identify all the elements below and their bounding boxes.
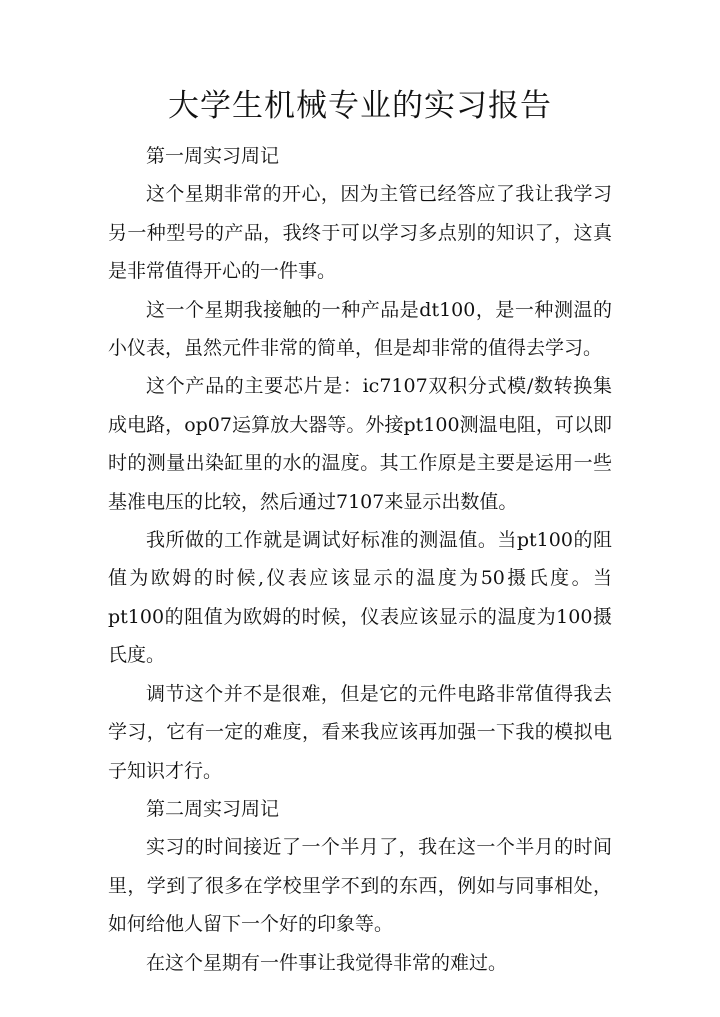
paragraph: 这个星期非常的开心，因为主管已经答应了我让我学习另一种型号的产品，我终于可以学习多点别的知识了，这真是非常值得开心的一件事。 (108, 183, 612, 283)
paragraph: 实习的时间接近了一个半月了，我在这一个半月的时间里，学到了很多在学校里学不到的东西，例如与同事相处，如何给他人留下一个好的印象等。 (108, 836, 612, 936)
section-heading-week-2: 第二周实习周记 (146, 797, 280, 820)
paragraph: 这个产品的主要芯片是：ic7107双积分式模/数转换集成电路，op07运算放大器等。外接pt100测温电阻，可以即时的测量出染缸里的水的温度。其工作原是主要是运用一些基准电压的比较，然后通过7107来显示出数值。 (108, 375, 612, 513)
paragraph: 我所做的工作就是调试好标准的测温值。当pt100的阻值为欧姆的时候,仪表应该显示的温度为50摄氏度。当pt100的阻值为欧姆的时候，仪表应该显示的温度为100摄氏度。 (108, 529, 612, 667)
document-body (108, 137, 612, 982)
section-heading-week-1: 第一周实习周记 (146, 145, 280, 167)
paragraph: 调节这个并不是很难，但是它的元件电路非常值得我去学习，它有一定的难度，看来我应该再加强一下我的模拟电子知识才行。 (108, 682, 612, 782)
document-title: 大学生机械专业的实习报告 (168, 88, 552, 124)
paragraph: 在这个星期有一件事让我觉得非常的难过。 (146, 951, 508, 974)
paragraph: 这一个星期我接触的一种产品是dt100，是一种测温的小仪表，虽然元件非常的简单，但是却非常的值得去学习。 (108, 298, 612, 360)
